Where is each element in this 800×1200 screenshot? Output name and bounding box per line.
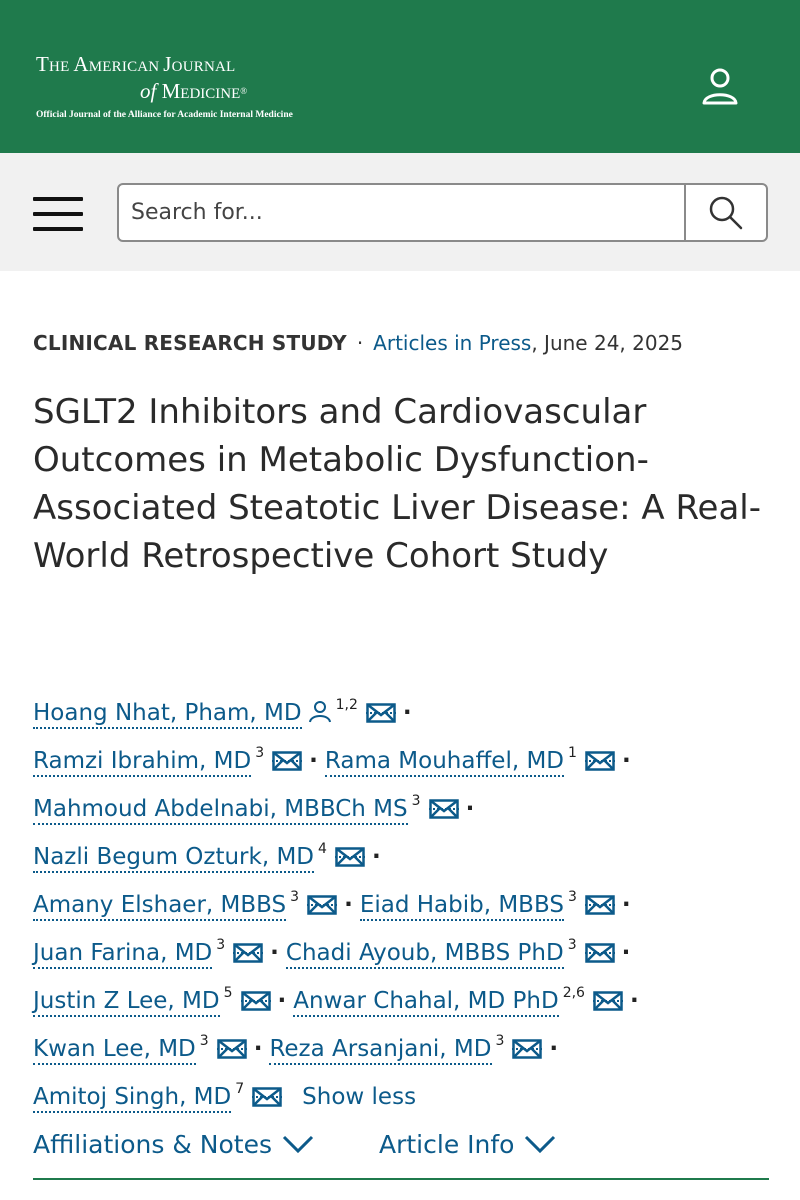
chevron-down-icon — [282, 1134, 314, 1154]
email-icon[interactable] — [585, 932, 615, 954]
logo-tagline: Official Journal of the Alliance for Academic Internal Medicine — [36, 110, 293, 120]
author-link[interactable]: Nazli Begum Ozturk, MD — [33, 844, 314, 873]
menu-button[interactable] — [33, 197, 83, 233]
author-link[interactable]: Juan Farina, MD — [33, 940, 212, 969]
author-link[interactable]: Kwan Lee, MD — [33, 1036, 196, 1065]
email-icon[interactable] — [252, 1076, 282, 1098]
hamburger-icon — [33, 197, 83, 201]
author-link[interactable]: Reza Arsanjani, MD — [269, 1036, 491, 1065]
articles-in-press-link[interactable]: Articles in Press — [373, 331, 532, 355]
logo-subtitle: of MEDICINE® — [140, 79, 248, 103]
logo-title: THE AMERICAN JOURNAL — [36, 52, 236, 76]
journal-logo[interactable] — [36, 52, 293, 121]
email-icon[interactable] — [429, 788, 459, 810]
author-link[interactable]: Rama Mouhaffel, MD — [325, 748, 564, 777]
email-icon[interactable] — [593, 980, 623, 1002]
author-link[interactable]: Anwar Chahal, MD PhD — [293, 988, 558, 1017]
email-icon[interactable] — [241, 980, 271, 1002]
author-link[interactable]: Hoang Nhat, Pham, MD — [33, 700, 302, 729]
account-button[interactable] — [696, 62, 744, 110]
chevron-down-icon — [524, 1134, 556, 1154]
article-meta: CLINICAL RESEARCH STUDY · Articles in Press, June 24, 2025 — [33, 331, 684, 355]
author-link[interactable]: Ramzi Ibrahim, MD — [33, 748, 251, 777]
user-icon — [701, 66, 739, 106]
author-link[interactable]: Chadi Ayoub, MBBS PhD — [286, 940, 564, 969]
site-header — [0, 0, 800, 153]
show-less-button[interactable]: Show less — [302, 1084, 417, 1110]
tab-affiliations[interactable]: Affiliations & Notes — [33, 1130, 314, 1159]
email-icon[interactable] — [217, 1028, 247, 1050]
search-bar — [0, 153, 800, 271]
author-link[interactable]: Eiad Habib, MBBS — [360, 892, 564, 921]
article-title: SGLT2 Inhibitors and Cardiovascular Outcomes in Metabolic Dysfunction-Associated Steatotic Liver Disease: A Real-World Retrospective Cohort Study — [33, 392, 762, 576]
email-icon[interactable] — [272, 740, 302, 762]
search-button[interactable] — [684, 185, 766, 240]
search-box — [117, 183, 768, 242]
email-icon[interactable] — [366, 692, 396, 714]
search-icon — [708, 195, 744, 231]
article-tabs — [33, 1128, 769, 1180]
author-link[interactable]: Mahmoud Abdelnabi, MBBCh MS — [33, 796, 408, 825]
author-link[interactable]: Justin Z Lee, MD — [33, 988, 220, 1017]
search-input[interactable] — [119, 185, 684, 240]
corresponding-author-icon — [308, 699, 332, 723]
email-icon[interactable] — [512, 1028, 542, 1050]
email-icon[interactable] — [585, 884, 615, 906]
author-link[interactable]: Amany Elshaer, MBBS — [33, 892, 286, 921]
author-link[interactable]: Amitoj Singh, MD — [33, 1084, 231, 1113]
article-section: CLINICAL RESEARCH STUDY — [33, 331, 347, 355]
author-list: Hoang Nhat, Pham, MD $^{1,2}$ · Ramzi Ibrahim, MD $^3$ · Rama Mouhaffel, MD $^1$ · Mahmoud Abdelnabi, MBBCh MS $^3$ · Nazli Begum Ozturk, MD $^4$ · Amany Elshaer, MBBS $^3$ · Eiad Habib, MBBS $^3$ · Juan Farina, MD $^3$ · Chadi Ayoub, MBBS PhD $^3$ · Justin Z Lee, MD $^5$ · Anwar Chahal, MD PhD $^{2,6}$ · Kwan Lee, MD $^3$ · Reza Arsanjani, MD $^3$ · Amitoj Singh, MD $^7$ Show less — [33, 681, 778, 1113]
email-icon[interactable] — [233, 932, 263, 954]
email-icon[interactable] — [335, 836, 365, 858]
email-icon[interactable] — [585, 740, 615, 762]
email-icon[interactable] — [307, 884, 337, 906]
tab-article-info[interactable]: Article Info — [379, 1130, 556, 1159]
publication-date: , June 24, 2025 — [531, 331, 684, 355]
